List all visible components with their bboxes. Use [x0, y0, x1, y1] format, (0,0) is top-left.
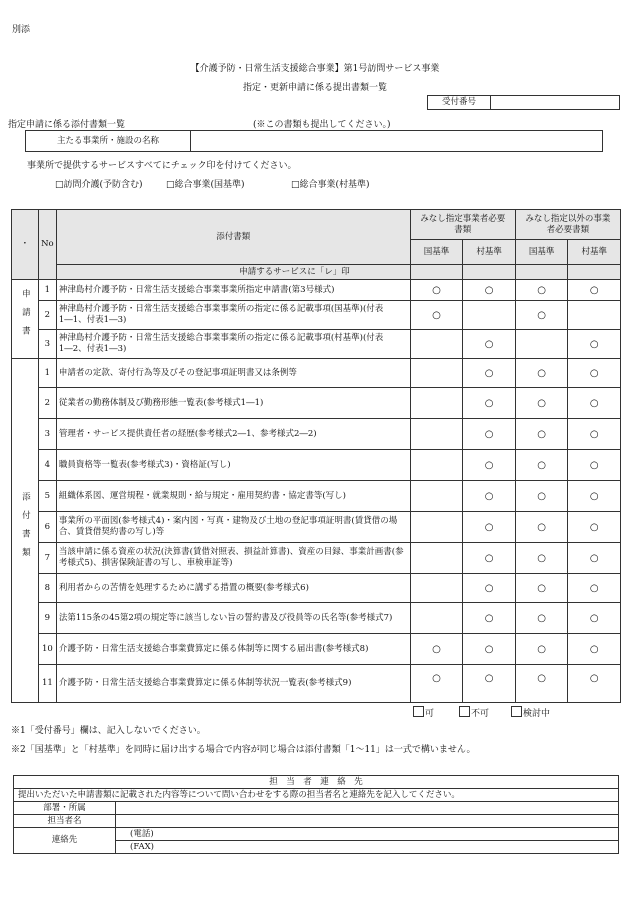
- section-application: 申請書: [12, 280, 39, 359]
- person-input[interactable]: [116, 815, 619, 828]
- row-no: 3: [38, 330, 56, 359]
- check-review[interactable]: 検討中: [511, 706, 550, 719]
- sub-mura-1: 村基準: [463, 240, 516, 265]
- doc-subtitle: 指定・更新申請に係る提出書類一覧: [242, 83, 387, 93]
- row-no: 3: [38, 419, 56, 450]
- instruction-text: 事業所で提供するサービスすべてにチェック印を付けてください。: [27, 161, 297, 171]
- mark-cell: [410, 359, 463, 388]
- mark-cell: ○: [568, 388, 621, 419]
- sub-kuni-1: 国基準: [410, 240, 463, 265]
- mark-cell: ○: [568, 512, 621, 543]
- row-text: 神津島村介護予防・日常生活支援総合事業事業所の指定に係る記載事項(村基準)(付表1―2、付表1―3): [56, 330, 410, 359]
- office-name-label: 主たる事業所・施設の名称: [26, 131, 191, 152]
- contact-label: 連絡先: [14, 828, 116, 854]
- mark-cell: ○: [463, 359, 516, 388]
- mark-cell: [410, 330, 463, 359]
- mark-cell: ○: [568, 481, 621, 512]
- mark-cell: ○: [568, 574, 621, 603]
- group-deemed-header: みなし指定事業者必要書類: [410, 210, 515, 240]
- row-no: 10: [38, 634, 56, 665]
- attachment-list-note: (※この書類も提出してください。): [253, 120, 391, 130]
- mark-cell: ○: [463, 330, 516, 359]
- row-no: 2: [38, 301, 56, 330]
- mark-cell: ○: [410, 634, 463, 665]
- row-text: 組織体系図、運営規程・就業規則・給与規定・雇用契約書・協定書等(写し): [56, 481, 410, 512]
- row-no: 9: [38, 603, 56, 634]
- mark-cell: ○: [463, 665, 516, 703]
- row-text: 当該申請に係る資産の状況(決算書(賃借対照表、損益計算書)、資産の目録、事業計画書(参考様式5)、損害保険証書の写し、車検車証等): [56, 543, 410, 574]
- mark-cell: ○: [515, 512, 568, 543]
- mark-cell: ○: [410, 280, 463, 301]
- person-label: 担当者名: [14, 815, 116, 828]
- contact-table: [13, 775, 619, 854]
- mark-cell: ○: [463, 543, 516, 574]
- reception-table: [427, 95, 620, 110]
- reception-label: 受付番号: [428, 96, 491, 110]
- row-text: 介護予防・日常生活支援総合事業費算定に係る体制等に関する届出書(参考様式8): [56, 634, 410, 665]
- service-checkbox-national[interactable]: □総合事業(国基準): [166, 180, 245, 190]
- contact-title: 担 当 者 連 絡 先: [14, 776, 619, 789]
- row-no: 1: [38, 359, 56, 388]
- check-row-label: 申請するサービスに「レ」印: [56, 265, 410, 280]
- mark-cell: ○: [568, 543, 621, 574]
- mark-cell: ○: [515, 665, 568, 703]
- mark-cell: ○: [568, 603, 621, 634]
- dept-input[interactable]: [116, 802, 619, 815]
- service-checkbox-village[interactable]: □総合事業(村基準): [291, 180, 370, 190]
- doc-title: 【介護予防・日常生活支援総合事業】第1号訪問サービス事業: [190, 64, 440, 74]
- row-no: 1: [38, 280, 56, 301]
- contact-description: 提出いただいた申請書類に記載された内容等について問い合わせをする際の担当者名と連絡先を記入してください。: [14, 789, 619, 802]
- service-checkbox-visit[interactable]: □訪問介護(予防含む): [55, 180, 143, 190]
- col-docs-header: 添付書類: [56, 210, 410, 265]
- row-text: 管理者・サービス提供責任者の経歴(参考様式2―1、参考様式2―2): [56, 419, 410, 450]
- check-cell-4[interactable]: [568, 265, 621, 280]
- row-no: 4: [38, 450, 56, 481]
- mark-cell: [463, 301, 516, 330]
- dept-label: 部署・所属: [14, 802, 116, 815]
- attachment-list-label: 指定申請に係る添付書類一覧: [8, 120, 126, 130]
- mark-cell: ○: [568, 280, 621, 301]
- mark-cell: ○: [463, 603, 516, 634]
- row-no: 5: [38, 481, 56, 512]
- group-other-header: みなし指定以外の事業者必要書類: [515, 210, 620, 240]
- mark-cell: ○: [568, 634, 621, 665]
- mark-cell: ○: [515, 280, 568, 301]
- row-text: 申請者の定款、寄付行為等及びその登記事項証明書又は条例等: [56, 359, 410, 388]
- row-no: 8: [38, 574, 56, 603]
- attachment-label: 別添: [12, 25, 31, 35]
- documents-table: [11, 209, 621, 703]
- mark-cell: ○: [410, 301, 463, 330]
- check-ok[interactable]: 可: [413, 706, 434, 719]
- mark-cell: ○: [515, 450, 568, 481]
- check-ng[interactable]: 不可: [459, 706, 489, 719]
- check-cell-2[interactable]: [463, 265, 516, 280]
- note-1: ※1「受付番号」欄は、記入しないでください。: [11, 726, 206, 736]
- sub-mura-2: 村基準: [568, 240, 621, 265]
- mark-cell: ○: [515, 603, 568, 634]
- row-no: 2: [38, 388, 56, 419]
- mark-cell: ○: [463, 419, 516, 450]
- mark-cell: [410, 388, 463, 419]
- row-text: 職員資格等一覧表(参考様式3)・資格証(写し): [56, 450, 410, 481]
- mark-cell: ○: [515, 543, 568, 574]
- mark-cell: [410, 603, 463, 634]
- row-text: 神津島村介護予防・日常生活支援総合事業事業所の指定に係る記載事項(国基準)(付表1―1、付表1―3): [56, 301, 410, 330]
- mark-cell: [515, 330, 568, 359]
- mark-cell: ○: [568, 359, 621, 388]
- reception-input[interactable]: [491, 96, 620, 110]
- row-no: 11: [38, 665, 56, 703]
- row-text: 従業者の勤務体制及び勤務形態一覧表(参考様式1―1): [56, 388, 410, 419]
- row-text: 利用者からの苦情を処理するために講ずる措置の概要(参考様式6): [56, 574, 410, 603]
- row-text: 神津島村介護予防・日常生活支援総合事業事業所指定申請書(第3号様式): [56, 280, 410, 301]
- col-dot-header: ・: [12, 210, 39, 280]
- mark-cell: ○: [568, 419, 621, 450]
- mark-cell: ○: [515, 388, 568, 419]
- sub-kuni-2: 国基準: [515, 240, 568, 265]
- mark-cell: ○: [463, 388, 516, 419]
- row-text: 介護予防・日常生活支援総合事業費算定に係る体制等状況一覧表(参考様式9): [56, 665, 410, 703]
- office-name-input[interactable]: [191, 131, 603, 152]
- mark-cell: ○: [568, 450, 621, 481]
- mark-cell: [410, 512, 463, 543]
- fax-input[interactable]: (FAX): [116, 841, 619, 854]
- phone-input[interactable]: (電話): [116, 828, 619, 841]
- col-no-header: No: [38, 210, 56, 280]
- check-cell-3[interactable]: [515, 265, 568, 280]
- mark-cell: ○: [463, 574, 516, 603]
- mark-cell: ○: [515, 574, 568, 603]
- row-text: 事業所の平面図(参考様式4)・案内図・写真・建物及び土地の登記事項証明書(賃貸借の場合、賃貸借契約書の写し)等: [56, 512, 410, 543]
- mark-cell: ○: [568, 665, 621, 703]
- mark-cell: ○: [463, 280, 516, 301]
- note-2: ※2「国基準」と「村基準」を同時に届け出する場合で内容が同じ場合は添付書類「1～11」は一式で構いません。: [11, 745, 476, 755]
- mark-cell: [410, 543, 463, 574]
- mark-cell: ○: [515, 481, 568, 512]
- mark-cell: ○: [515, 634, 568, 665]
- row-no: 6: [38, 512, 56, 543]
- mark-cell: ○: [463, 634, 516, 665]
- row-no: 7: [38, 543, 56, 574]
- mark-cell: ○: [410, 665, 463, 703]
- section-attachments: 添付書類: [12, 359, 39, 703]
- mark-cell: [410, 450, 463, 481]
- check-cell-1[interactable]: [410, 265, 463, 280]
- mark-cell: ○: [463, 512, 516, 543]
- mark-cell: [410, 574, 463, 603]
- mark-cell: ○: [515, 301, 568, 330]
- mark-cell: ○: [515, 359, 568, 388]
- row-text: 法第115条の45第2項の規定等に該当しない旨の誓約書及び役員等の氏名等(参考様式7): [56, 603, 410, 634]
- mark-cell: [410, 481, 463, 512]
- mark-cell: ○: [463, 481, 516, 512]
- mark-cell: ○: [568, 330, 621, 359]
- office-name-table: [25, 130, 603, 152]
- mark-cell: ○: [515, 419, 568, 450]
- mark-cell: [568, 301, 621, 330]
- mark-cell: [410, 419, 463, 450]
- mark-cell: ○: [463, 450, 516, 481]
